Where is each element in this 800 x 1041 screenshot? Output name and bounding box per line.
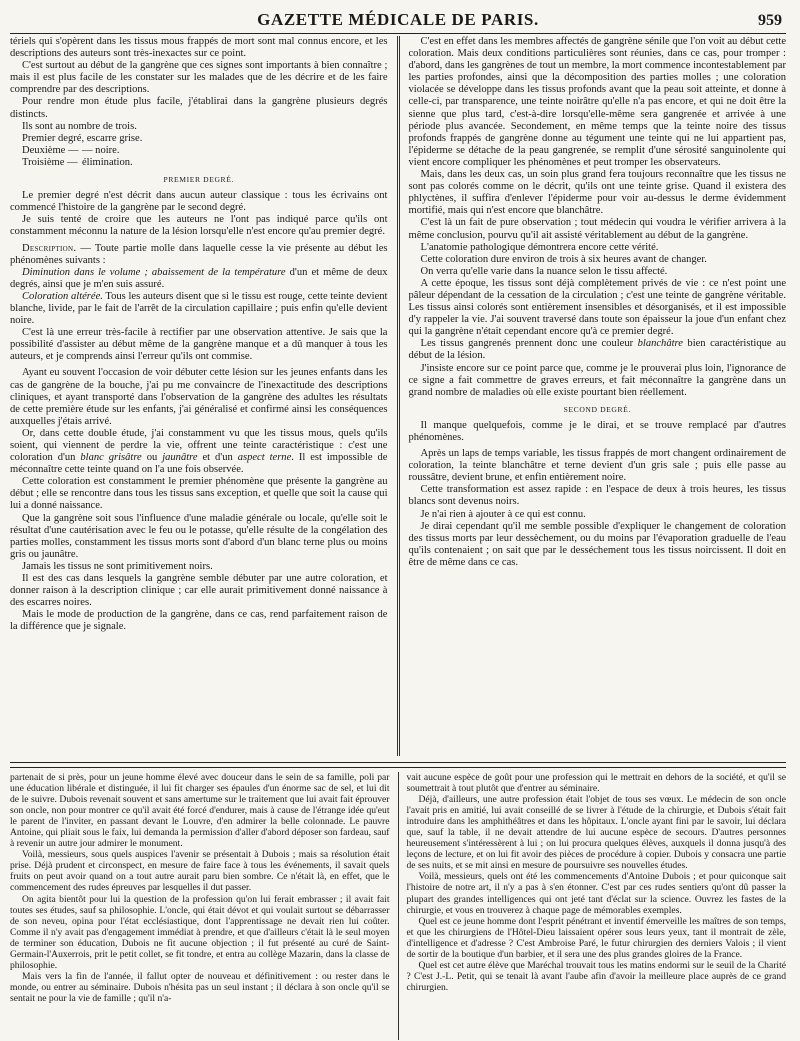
paragraph	[10, 428, 388, 476]
paragraph: Cette coloration dure environ de trois à six heures avant de changer.	[420, 253, 707, 265]
paragraph: Voilà, messieurs, quels ont été les commencements d'Antoine Dubois ; et pour quiconque sait l'histoire de notre art, il n'y a pas à s'en étonner. C'est par ces rudes sentiers qu'ont dû passer la plupart des grandes intelligences qui ont jeté tant d'éclat sur la science. Ouvrez les fastes de la chirurgie, et vous en trouverez à chaque page de mémorables exemples.	[406, 871, 786, 916]
paragraph: vait aucune espèce de goût pour une profession qui le mettrait en dehors de la société, et qu'il se soumettrait à tout plutôt que d'entrer au séminaire.	[406, 772, 786, 795]
paragraph: tériels qui s'opèrent dans les tissus mous frappés de mort sont mal connus encore, et les descriptions des auteurs sont très-inexactes sur ce point.	[10, 36, 388, 60]
paragraph-text: et d'un	[197, 452, 238, 464]
paragraph: J'insiste encore sur ce point parce que, comme je le prouverai plus loin, l'ignorance de ce signe a fait commettre de graves erreurs, et fait méconnaître la gangrène dans un grand nombre de maladies où elle existe pourtant bien réellement.	[408, 362, 786, 398]
paragraph: Voilà, messieurs, sous quels auspices l'avenir se présentait à Dubois ; mais sa résolution était prise. Déjà prudent et circonspect, en mesure de faire face à tous les événements, il savait quels fruits on peut avoir quand on a tout autre aurait paru bien sombre. Ce n'était là, en effet, que le commencement des rudes épreuves par lesquelles il dut passer.	[10, 849, 390, 894]
paragraph: Quel est cet autre élève que Maréchal trouvait tous les matins endormi sur le seuil de la Charité ? C'est J.-L. Petit, qui se tenait là avant l'aube afin d'avoir la meilleure place auprès de ce grand chirurgien.	[406, 959, 786, 993]
paragraph: Je dirai cependant qu'il me semble possible d'expliquer le changement de coloration des tissus morts par leur dessèchement, ou du moins par l'évaporation graduelle de l'eau qu'ils contenaient ; on sait que par le desséchement tous les tissus noircissent. Il doit en être de même dans ce cas.	[408, 520, 786, 568]
paragraph: Après un laps de temps variable, les tissus frappés de mort changent ordinairement de coloration, la teinte blanchâtre et terne devient d'un gris sale ; puis elle passe au roussâtre, devient brune, et enfin entièrement noire.	[408, 448, 786, 484]
paragraph: Ayant eu souvent l'occasion de voir débuter cette lésion sur les jeunes enfants dans les cas de gangrène de la bouche, j'ai pu me convaincre de l'inexactitude des descriptions cliniques, et ayant transporté dans l'observation de la gangrène des adultes les résultats de cette première étude sur les enfants, j'ai généralisé et confirmé ainsi les conséquences auxquelles j'étais arrivé.	[10, 367, 388, 427]
degree-key: Deuxième —	[22, 144, 79, 156]
paragraph: Pour rendre mon étude plus facile, j'établirai dans la gangrène plusieurs degrés distincts.	[10, 96, 388, 120]
paragraph	[10, 243, 388, 267]
paragraph-text: — Toute partie molle dans laquelle cesse la vie présente au début les phénomènes suivants :	[10, 242, 388, 266]
paragraph: Quel est ce jeune homme dont l'esprit pénétrant et inventif émerveille les maîtres de son temps, et que les chirurgiens de l'Hôtel-Dieu laissaient opérer sous leurs yeux, tant il montrait de zèle, d'intelligence et d'adresse ? C'est Ambroise Paré, le futur chirurgien des derniers Valois ; il vient de sortir de la boutique d'un barbier, et il sera une des plus grandes gloires de la France.	[406, 915, 786, 960]
paragraph: partenait de si près, pour un jeune homme élevé avec douceur dans le sein de sa famille, poli par une éducation libérale et distinguée, il lui fit charger ses épaules d'un énorme sac de sel, et lui dit de le suivre. Dubois revenait souvent et sans amertume sur le traitement que lui avait fait éprouver son oncle, non pour montrer ce qu'il avait été forcé d'endurer, mais à cause de l'étrange idée qu'eut le parent de l'inviter, en passant devant le Louvre, d'en admirer la belle colonnade. Le pauvre Antoine, qui pliait sous le faix, lui demanda la permission d'aller d'abord déposer son fardeau, sauf à revenir un autre jour admirer le monument.	[10, 772, 390, 850]
paragraph: Que la gangrène soit sous l'influence d'une maladie générale ou locale, qu'elle soit le résultat d'une cautérisation avec le feu ou le potasse, qu'elle résulte de la congélation des parties molles, constamment les tissus morts sont d'abord d'un blanc terne plus ou moins gris ou jaunâtre.	[10, 512, 388, 560]
section-heading: SECOND DEGRÉ.	[563, 404, 631, 414]
bottom-left-column	[10, 772, 398, 1040]
paragraph: C'est là un fait de pure observation ; tout médecin qui voudra le vérifier arrivera à la même conclusion, pourvu qu'il ait assisté véritablement au début de la gangrène.	[408, 217, 786, 241]
paragraph: Il manque quelquefois, comme je le dirai, et se trouve remplacé par d'autres phénomènes.	[408, 419, 786, 443]
paragraph: Le premier degré n'est décrit dans aucun auteur classique : tous les écrivains ont commencé l'histoire de la gangrène par le second degré.	[10, 190, 388, 214]
paragraph: C'est surtout au début de la gangrène que ces signes sont importants à bien connaître ; mais il est plus facile de les constater sur les malades que de les décrire et de les faire comprendre par des descriptions.	[10, 60, 388, 96]
paragraph: Cette transformation est assez rapide : en l'espace de deux à trois heures, les tissus blancs sont devenus noirs.	[408, 484, 786, 508]
paragraph: Je suis tenté de croire que les auteurs ne l'ont pas indiqué parce qu'ils ont constamment méconnu la nature de la lésion lorsqu'elle n'est encore qu'au premier degré.	[10, 214, 388, 238]
degree-line-2	[10, 145, 388, 157]
bottom-right-column	[399, 772, 787, 1040]
paragraph-text: Les tissus gangrenés prennent donc une couleur	[420, 338, 638, 350]
paragraph: On agita bientôt pour lui la question de la profession qu'on lui ferait embrasser ; il avait fait toutes ses études, sauf sa philosophie. L'oncle, qui était dévot et qui voulait surtout se débarrasser de son neveu, opina pour l'état ecclésiastique, dont l'apprentissage ne devait rien lui coûter. Comme il n'y avait pas d'engagement immédiat à prendre, et que d'ailleurs c'était là le seul moyen de terminer son éducation, Dubois ne fit aucune objection ; il fut présenté au curé de Saint-Germain-l'Auxerrois, prit le petit collet, se fit tondre, et entra au collège Mazarin, dans la classe de philosophie.	[10, 893, 390, 971]
paragraph: Il est des cas dans lesquels la gangrène semble débuter par une autre coloration, et donner raison à la description clinique ; car elle aurait primitivement donné naissance à des escarres noires.	[10, 573, 388, 609]
paragraph: Mais le mode de production de la gangrène, dans ce cas, rend parfaitement raison de la différence que je signale.	[10, 609, 388, 633]
page-number: 959	[758, 12, 782, 29]
paragraph: Je n'ai rien à ajouter à ce qui est connu.	[420, 508, 586, 520]
section-divider	[10, 762, 786, 768]
journal-title: GAZETTE MÉDICALE DE PARIS.	[257, 10, 539, 29]
emphasis: blanchâtre	[637, 338, 683, 350]
emphasis: aspect terne	[237, 452, 292, 464]
degree-key: Troisième —	[22, 156, 78, 168]
emphasis: jaunâtre	[162, 452, 198, 464]
emphasis: Diminution dans le volume ; abaissement de la température	[22, 266, 286, 278]
paragraph-text: ou	[141, 452, 163, 464]
paragraph: Ils sont au nombre de trois.	[22, 120, 137, 132]
paragraph: A cette époque, les tissus sont déjà complètement privés de vie : ce n'est point une pâleur dépendant de la cessation de la circulation ; c'est une teinte de gangrène véritable. Les tissus ainsi colorés sont entièrement insensibles et désorganisés, et il est impossible d'y rappeler la vie. J'ai souvent traversé dans toute son épaisseur la joue d'un enfant chez qui la gangrène n'était cependant encore qu'à ce premier degré.	[408, 277, 786, 338]
paragraph: Déjà, d'ailleurs, une autre profession était l'objet de tous ses vœux. Le médecin de son oncle l'avait pris en amitié, lui avait conseillé de se livrer à l'étude de la chirurgie, et Dubois s'était fait introduire dans les amphithéâtres et dans les hôpitaux. L'oncle ayant fini par le savoir, lui déclara que, sauf la table, il ne devait attendre de lui aucune espèce de secours. D'autres personnes heureusement s'intéressèrent à lui ; on lui procura quelques élèves, auxquels il donna jusqu'à des leçons de lecture, et on lui fit avoir des pièces de procédure à copier. Dubois y consacra une partie de ses nuits, et se mit ainsi en mesure de poursuivre ses nouvelles études.	[406, 794, 786, 872]
degree-line-1: Premier degré, escarre grise.	[22, 132, 143, 144]
paragraph: Jamais les tissus ne sont primitivement noirs.	[22, 560, 213, 572]
emphasis: Coloration altérée.	[22, 290, 103, 302]
article-top	[10, 36, 786, 756]
paragraph: Mais vers la fin de l'année, il fallut opter de nouveau et définitivement : ou rester dans le monde, ou entrer au séminaire. Dubois n'hésita pas un seul instant ; il déclara à son oncle qu'il se sentait ne pour la vie de famille ; qu'il n'a-	[10, 970, 390, 1004]
paragraph: C'est en effet dans les membres affectés de gangrène sénile que l'on voit au début cette coloration. Mais deux conditions particulières sont réunies, dans ce cas, pour tromper : d'abord, dans les gangrènes de tout un membre, la mort commence incontestablement par les parties profondes, ainsi que la décomposition des parties molles ; une coloration violacée se développe dans les tissus profonds avant que la peau soit atteinte, et donne à celle-ci, par transparence, une teinte noirâtre qu'elle n'a pas encore, et qui ne doit être la sienne que plus tard, c'est-à-dire lorsqu'elle-même sera gangrenée et arrivée à une période plus avancée. Secondement, en même temps que la teinte noire des tissus profonds frappés de gangrène donne au tégument une teinte qui ne lui appartient pas, l'épiderme se détache de la peau gangrenée, se remplit d'une sérosité sanguinolente qui vient encore compliquer les phénomènes et peut tromper les observateurs.	[408, 36, 786, 168]
feuilleton	[10, 772, 786, 1040]
degree-line-3	[10, 157, 388, 169]
top-right-column	[400, 36, 787, 756]
run-in-label: Description.	[22, 242, 77, 254]
paragraph	[10, 267, 388, 291]
page-header	[10, 0, 786, 34]
paragraph	[409, 338, 787, 362]
paragraph: On verra qu'elle varie dans la nuance selon le tissu affecté.	[420, 265, 668, 277]
paragraph: L'anatomie pathologique démontrera encore cette vérité.	[420, 241, 659, 253]
degree-value: — noire.	[82, 144, 120, 156]
paragraph-text: Tous les auteurs disent que si le tissu est rouge, cette teinte devient blanche, livide, par le fait de l'arrêt de la circulation capillaire ; puis enfin qu'elle devient noire.	[10, 290, 388, 327]
section-heading: PREMIER DEGRÉ.	[163, 175, 234, 185]
degree-value: élimination.	[82, 156, 133, 168]
paragraph: Mais, dans les deux cas, un soin plus grand fera toujours reconnaître que les tissus ne sont pas colorés comme on le décrit, qu'ils ont une teinte grise. Quand il existera des phlyctènes, il suffira d'enlever l'épiderme pour voir au-dessus le derme évidemment mortifié, mais qui n'est encore que blanchâtre.	[408, 169, 786, 217]
paragraph-text: Or, dans cette double étude, j'ai constamment vu que les tissus mous, quels qu'ils soient, qui viennent de perdre la vie, offrent une teinte caractéristique : c'est une coloration d'un	[10, 427, 388, 464]
top-left-column	[10, 36, 397, 756]
paragraph: C'est là une erreur très-facile à rectifier par une observation attentive. Je sais que la possibilité d'assister au début même de la gangrène manque et a dû manquer à tous les auteurs, et je comprends ainsi l'erreur qu'ils ont commise.	[10, 327, 388, 363]
paragraph-text: d'un et même de deux degrés, ainsi que je m'en suis assuré.	[10, 266, 388, 290]
emphasis: blanc grisâtre	[80, 452, 142, 464]
paragraph	[10, 291, 388, 327]
paragraph: Cette coloration est constamment le premier phénomène que présente la gangrène au début ; elle se rencontre dans tous les tissus sans exception, et quelle que soit la cause qui lui a donné naissance.	[10, 476, 388, 512]
paragraph-text: bien caractéristique au début de la lésion.	[408, 338, 786, 362]
paragraph-text: . Il est impossible de méconnaître cette teinte quand on l'a une fois observée.	[10, 452, 388, 476]
